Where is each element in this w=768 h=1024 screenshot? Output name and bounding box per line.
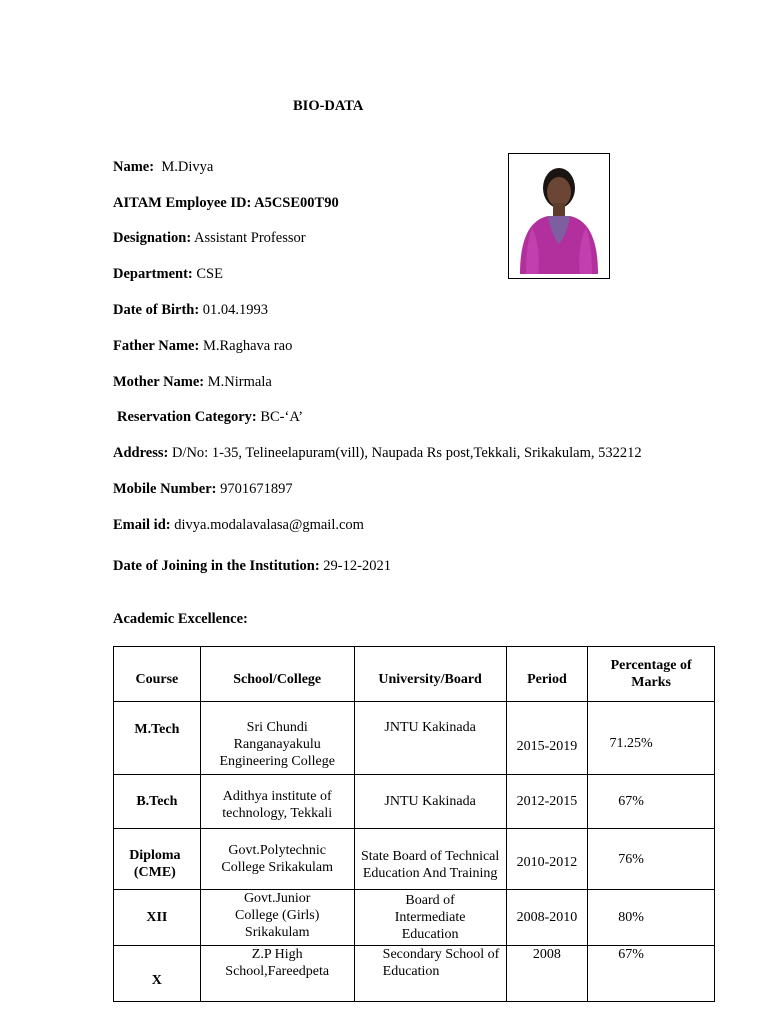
name-field bbox=[113, 159, 213, 176]
mother-name-field bbox=[113, 374, 272, 391]
reservation-value: BC-‘A’ bbox=[260, 409, 304, 425]
academic-table bbox=[113, 646, 715, 1002]
father-name-label: Father Name: bbox=[113, 338, 200, 354]
dob-value: 01.04.1993 bbox=[202, 302, 269, 318]
period-cell: 2008 bbox=[506, 946, 588, 1002]
course-cell: X bbox=[114, 946, 201, 1002]
course-cell: XII bbox=[114, 890, 201, 946]
marks-cell: 67% bbox=[588, 775, 715, 829]
joining-date-field bbox=[113, 558, 391, 575]
school-cell: Adithya institute of technology, Tekkali bbox=[200, 775, 354, 829]
designation-field bbox=[113, 230, 306, 247]
mother-name-label: Mother Name: bbox=[113, 374, 205, 390]
father-name-value: M.Raghava rao bbox=[202, 338, 293, 354]
header-school: School/College bbox=[200, 647, 354, 702]
table-row bbox=[114, 775, 715, 829]
period-cell: 2015-2019 bbox=[506, 702, 588, 775]
school-cell: Z.P High School,Fareedpeta bbox=[200, 946, 354, 1002]
period-cell: 2012-2015 bbox=[506, 775, 588, 829]
email-field bbox=[113, 517, 364, 534]
email-value: divya.modalavalasa@gmail.com bbox=[174, 517, 364, 533]
marks-cell: 80% bbox=[588, 890, 715, 946]
name-label: Name: bbox=[113, 159, 155, 175]
course-cell: M.Tech bbox=[114, 702, 201, 775]
board-cell: JNTU Kakinada bbox=[354, 775, 506, 829]
school-cell: Govt.Junior College (Girls) Srikakulam bbox=[200, 890, 354, 946]
dob-label: Date of Birth: bbox=[113, 302, 200, 318]
course-cell: B.Tech bbox=[114, 775, 201, 829]
marks-cell: 76% bbox=[588, 829, 715, 890]
board-cell: State Board of Technical Education And Training bbox=[354, 829, 506, 890]
header-board: University/Board bbox=[354, 647, 506, 702]
employee-id-label: AITAM Employee ID: bbox=[113, 195, 252, 211]
marks-cell: 67% bbox=[588, 946, 715, 1002]
reservation-label: Reservation Category: bbox=[117, 409, 257, 425]
joining-date-value: 29-12-2021 bbox=[323, 558, 391, 574]
school-cell: Govt.Polytechnic College Srikakulam bbox=[200, 829, 354, 890]
period-cell: 2010-2012 bbox=[506, 829, 588, 890]
mobile-label: Mobile Number: bbox=[113, 481, 217, 497]
academic-heading: Academic Excellence: bbox=[113, 611, 248, 627]
reservation-field bbox=[117, 409, 303, 426]
period-cell: 2008-2010 bbox=[506, 890, 588, 946]
header-course: Course bbox=[114, 647, 201, 702]
marks-cell: 71.25% bbox=[588, 702, 715, 775]
address-label: Address: bbox=[113, 445, 169, 461]
table-row bbox=[114, 702, 715, 775]
address-field bbox=[113, 445, 642, 462]
mobile-field bbox=[113, 481, 293, 498]
school-cell: Sri Chundi Ranganayakulu Engineering College bbox=[200, 702, 354, 775]
department-label: Department: bbox=[113, 266, 193, 282]
designation-label: Designation: bbox=[113, 230, 192, 246]
header-period: Period bbox=[506, 647, 588, 702]
mobile-value: 9701671897 bbox=[220, 481, 293, 497]
name-value: M.Divya bbox=[161, 159, 214, 175]
department-value: CSE bbox=[196, 266, 223, 282]
profile-photo bbox=[508, 153, 610, 279]
board-cell: JNTU Kakinada bbox=[354, 702, 506, 775]
designation-value: Assistant Professor bbox=[193, 230, 306, 246]
table-row bbox=[114, 829, 715, 890]
employee-id-field bbox=[113, 195, 339, 212]
table-row bbox=[114, 890, 715, 946]
email-label: Email id: bbox=[113, 517, 171, 533]
dob-field bbox=[113, 302, 268, 319]
father-name-field bbox=[113, 338, 292, 355]
joining-date-label: Date of Joining in the Institution: bbox=[113, 558, 320, 574]
header-marks: Percentage of Marks bbox=[588, 647, 715, 702]
page-title: BIO-DATA bbox=[293, 98, 364, 114]
table-row bbox=[114, 946, 715, 1002]
employee-id-value: A5CSE00T90 bbox=[254, 195, 339, 211]
table-header-row bbox=[114, 647, 715, 702]
board-cell: Board of Intermediate Education bbox=[354, 890, 506, 946]
address-value: D/No: 1-35, Telineelapuram(vill), Naupada Rs post,Tekkali, Srikakulam, 532212 bbox=[171, 445, 642, 461]
department-field bbox=[113, 266, 223, 283]
board-cell: Secondary School of Education bbox=[354, 946, 506, 1002]
course-cell: Diploma (CME) bbox=[114, 829, 201, 890]
mother-name-value: M.Nirmala bbox=[207, 374, 272, 390]
profile-photo-figure bbox=[518, 158, 600, 274]
